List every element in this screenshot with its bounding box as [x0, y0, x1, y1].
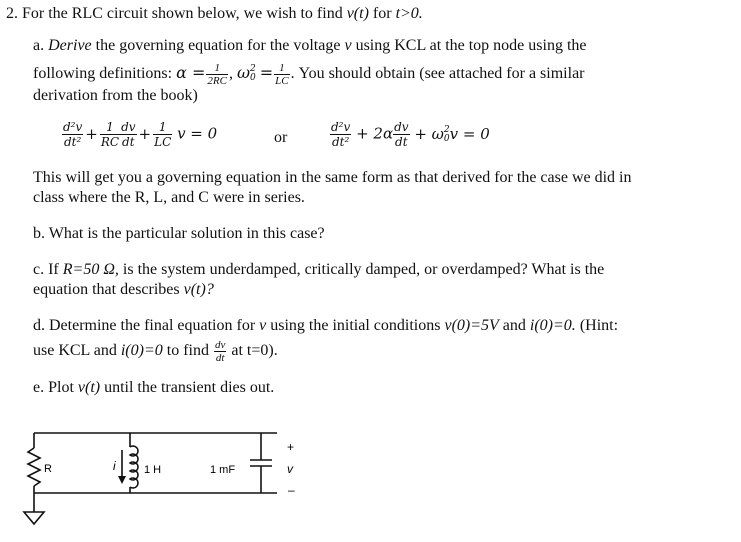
omega-fraction [274, 62, 289, 87]
omega-denominator: LC [275, 74, 289, 87]
ground-symbol [24, 512, 44, 524]
part-d-and: and [502, 317, 526, 334]
part-d-line2-end: at t=0). [231, 342, 278, 359]
current-label: i [113, 459, 116, 473]
alpha-symbol: α = [176, 63, 206, 82]
part-d-derivative: $\frac{dv}{dt}$ [214, 338, 226, 364]
part-c-line2-start: equation that describes [33, 281, 180, 298]
eq2-first-derivative: $\frac{dv}{dt}$ [394, 120, 409, 149]
part-b: b. What is the particular solution in this case? [33, 225, 325, 242]
problem-number: 2. [6, 5, 18, 22]
omega-symbol: ω 2 0 [236, 63, 256, 83]
part-d-v: v [259, 317, 267, 334]
omega-equals: = [259, 63, 274, 82]
part-a-v: v [344, 37, 352, 54]
voltage-plus: + [287, 440, 295, 454]
current-arrow-head [118, 476, 126, 484]
alpha-fraction [206, 62, 228, 87]
part-d-line-2 [33, 338, 278, 364]
voltage-label: v [287, 462, 293, 476]
eq1-lc-fraction: $\frac{1}{LC}$ [154, 120, 172, 149]
eq1-plus-1: + [85, 124, 98, 143]
part-c-rest: is the system underdamped, critically damped, or overdamped? What is the [122, 261, 605, 278]
governing-equation-2 [330, 120, 490, 149]
header-for: for [372, 5, 392, 22]
part-a-label: a. [33, 37, 45, 54]
eq1-rc-fraction: $\frac{1}{RC}$ [100, 120, 120, 149]
definitions-comma: , [228, 65, 233, 82]
part-a-text-1: the governing equation for the voltage [95, 37, 341, 54]
equation-or: or [274, 129, 288, 146]
part-c-line-1 [33, 260, 604, 280]
eq1-plus-2: + [138, 124, 152, 143]
eq2-second-derivative: $\frac{\text{d²v}}{\text{dt²}}$ [331, 120, 351, 149]
part-a-line-2 [33, 60, 585, 86]
part-d-hint: (Hint: [579, 317, 619, 334]
part-e-end: until the transient dies out. [104, 379, 275, 396]
part-a-line-1 [33, 36, 587, 56]
problem-header-text: For the RLC circuit shown below, we wish to find [22, 5, 343, 22]
capacitor-label: 1 mF [210, 464, 236, 476]
inductor-label: 1 H [144, 464, 162, 476]
part-d-mid: using the initial conditions [270, 317, 441, 334]
alpha-numerator: 1 [206, 62, 228, 75]
problem-header [6, 4, 423, 24]
part-c-line-2 [33, 280, 214, 300]
part-d-line2-ic: i(0)=0 [120, 342, 163, 359]
inductor-coil [130, 446, 138, 488]
part-c-condition: R=50 Ω, [62, 261, 119, 278]
definitions-period: . [290, 65, 295, 82]
header-variable: v(t) [346, 5, 369, 22]
resistor-label: R [44, 463, 52, 475]
omega-numerator: 1 [274, 62, 289, 75]
header-condition: t>0. [395, 5, 423, 22]
definitions-label: following definitions: [33, 65, 173, 82]
part-e-var: v(t) [77, 379, 101, 396]
part-c-var: v(t)? [183, 281, 214, 298]
governing-equation-1 [62, 120, 217, 149]
part-a-derive: Derive [48, 37, 92, 54]
alpha-denominator: 2RC [207, 74, 227, 87]
part-d-line2-start: use KCL and [33, 342, 117, 359]
part-d-ic1: v(0)=5V [444, 317, 499, 334]
part-c-start: c. If [33, 261, 59, 278]
part-e-start: e. Plot [33, 379, 74, 396]
eq1-first-derivative: $\frac{dv}{dt}$ [121, 120, 136, 149]
part-d-start: d. Determine the final equation for [33, 317, 256, 334]
part-d-line-1 [33, 316, 618, 336]
eq2-two-alpha: + 2α [356, 124, 394, 143]
part-d-line2-find: to find [166, 342, 209, 359]
paragraph-line-2: class where the R, L, and C were in series. [33, 189, 305, 206]
paragraph-line-1: This will get you a governing equation in the same form as that derived for the case we did in [33, 169, 632, 186]
voltage-minus: – [288, 483, 295, 497]
part-e [33, 378, 274, 398]
part-a-text-2: using KCL at the top node using the [355, 37, 587, 54]
eq1-tail: v = 0 [177, 124, 218, 143]
part-a-text-3: You should obtain (see attached for a similar [298, 65, 585, 82]
resistor-zigzag [28, 448, 40, 486]
eq1-second-derivative: $\frac{\text{d²v}}{\text{dt²}}$ [63, 120, 83, 149]
part-d-ic2: i(0)=0. [529, 317, 576, 334]
part-a-line-3: derivation from the book) [33, 87, 198, 104]
eq2-omega-term: + ω 2 0 v = 0 [414, 124, 490, 144]
